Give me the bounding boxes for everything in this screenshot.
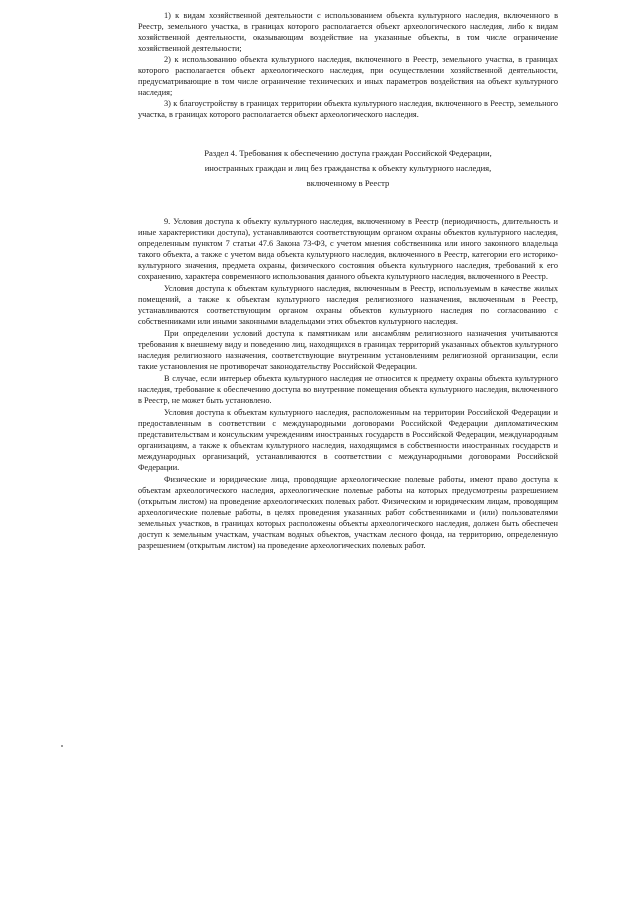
paragraph-9: 9. Условия доступа к объекту культурного наследия, включенному в Реестр (периодичность, длительность и иные характеристики доступа), устанавливаются соответствующим органом охраны объектов культурного наследия, определенным пунктом 7 статьи 47.6 Закона 73-ФЗ, с учетом мнения собственника или иного законного владельца такого объекта, а также с учетом вида объекта культурного наследия, включенного в Реестр, категории его историко-культурного значения, предмета охраны, физического состояния объекта культурного наследия, требований к его сохранению, характера современного использования данного объекта культурного наследия, включенного в Реестр.	[138, 217, 558, 281]
paragraph-archaeological: Физические и юридические лица, проводящие археологические полевые работы, имеют право доступа к объектам археологического наследия, археологические полевые работы на которых предусмотрены разрешением (открытым листом) на проведение археологических полевых работ. Физическим и юридическим лицам, проводящим археологические полевые работы, в целях проведения указанных работ собственниками и (или) пользователями земельных участков, в границах которых расположены объекты археологического наследия, должен быть обеспечен доступ к земельным участкам, участкам водных объектов, участкам лесного фонда, на территорию, определенную разрешением (открытым листом) на проведение археологических полевых работ.	[138, 475, 558, 550]
paragraph-interior: В случае, если интерьер объекта культурного наследия не относится к предмету охраны объекта культурного наследия, требование к обеспечению доступа во внутренние помещения объекта культурного наследия, включенного в Реестр, не может быть установлено.	[138, 374, 558, 405]
paragraph-diplomatic: Условия доступа к объектам культурного наследия, расположенным на территории Российской Федерации и предоставленным в соответствии с международными договорами Российской Федерации дипломатическим представительствам и консульским учреждениям иностранных государств в Российской Федерации, международным организациям, а также к объектам культурного наследия, находящимся в собственности иностранных государств и международных организаций, устанавливаются в соответствии с международными договорами Российской Федерации.	[138, 408, 558, 472]
scan-dot	[61, 745, 63, 747]
list-item-2: 2) к использованию объекта культурного наследия, включенного в Реестр, земельного участка, в границах которого располагается объект археологического наследия, при осуществлении хозяйственной деятельности, предусматривающие в том числе ограничение технических и иных параметров воздействия на объект культурного наследия;	[138, 55, 558, 97]
section-heading-line-2: иностранных граждан и лиц без гражданства к объекту культурного наследия,	[204, 163, 492, 173]
list-item-3: 3) к благоустройству в границах территории объекта культурного наследия, включенного в Реестр, земельного участка, в границах которого располагается объект археологического наследия.	[138, 99, 558, 119]
section-heading-line-3: включенному в Реестр	[306, 178, 390, 188]
document-body	[138, 10, 558, 551]
paragraph-residential-religious: Условия доступа к объектам культурного наследия, включенным в Реестр, используемым в качестве жилых помещений, а также к объектам культурного наследия религиозного назначения, включенным в Реестр, устанавливаются соответствующим органом охраны объектов культурного наследия по согласованию с собственниками или иными законными владельцами этих объектов культурного наследия.	[138, 284, 558, 326]
section-heading-line-1: Раздел 4. Требования к обеспечению доступа граждан Российской Федерации,	[204, 148, 492, 158]
list-item-1: 1) к видам хозяйственной деятельности с использованием объекта культурного наследия, включенного в Реестр, земельного участка, в границах которого располагается объект археологического наследия, либо к видам хозяйственной деятельности, оказывающим воздействие на указанные объекты, в том числе ограничение хозяйственной деятельности;	[138, 11, 558, 53]
paragraph-religious-conditions: При определении условий доступа к памятникам или ансамблям религиозного назначения учитываются требования к внешнему виду и поведению лиц, находящихся в границах территорий указанных объектов культурного наследия религиозного назначения, соответствующие внутренним установлениям религиозной организации, если такие установления не противоречат законодательству Российской Федерации.	[138, 329, 558, 371]
section-heading	[138, 146, 558, 191]
